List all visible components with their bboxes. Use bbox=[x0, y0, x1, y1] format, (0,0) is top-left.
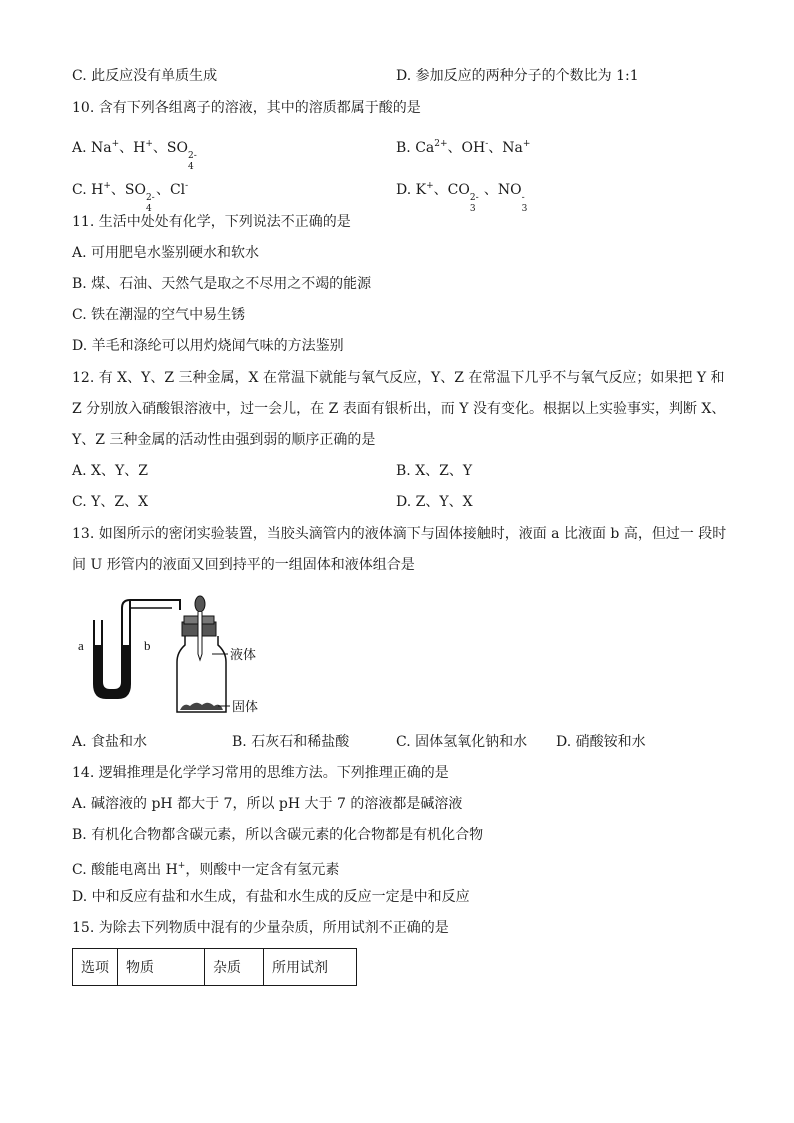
q10-option-d: D. K+、CO 2- 3 、NO - 3 bbox=[396, 181, 528, 214]
solid bbox=[180, 703, 223, 710]
dropper-bulb bbox=[195, 596, 205, 612]
q11-stem: 11. 生活中处处有化学，下列说法不正确的是 bbox=[72, 214, 351, 230]
q13-option-d: D. 硝酸铵和水 bbox=[556, 734, 646, 750]
q10-stem: 10. 含有下列各组离子的溶液，其中的溶质都属于酸的是 bbox=[72, 100, 421, 116]
q10-option-a: A. Na+、H+、SO 2- 4 bbox=[72, 139, 197, 172]
q12-option-c: C. Y、Z、X bbox=[72, 494, 149, 510]
q9-option-c: C. 此反应没有单质生成 bbox=[72, 68, 218, 84]
q12-option-d: D. Z、Y、X bbox=[396, 494, 473, 510]
q10-option-c: C. H+、SO 2- 4 、Cl- bbox=[72, 181, 189, 214]
q11-option-b: B. 煤、石油、天然气是取之不尽用之不竭的能源 bbox=[72, 276, 372, 292]
header-reagent: 所用试剂 bbox=[264, 949, 357, 986]
q11-option-a: A. 可用肥皂水鉴别硬水和软水 bbox=[72, 245, 260, 261]
q14-option-c: C. 酸能电离出 H+，则酸中一定含有氢元素 bbox=[72, 861, 340, 878]
q14-option-b: B. 有机化合物都含碳元素，所以含碳元素的化合物都是有机化合物 bbox=[72, 827, 484, 843]
q14-option-d: D. 中和反应有盐和水生成，有盐和水生成的反应一定是中和反应 bbox=[72, 889, 470, 905]
q12-stem-2: Z 分别放入硝酸银溶液中，过一会儿，在 Z 表面有银析出，而 Y 没有变化。根据以上实验事实，判断 X、 bbox=[72, 401, 726, 417]
apparatus-diagram bbox=[72, 590, 292, 720]
q15-stem: 15. 为除去下列物质中混有的少量杂质，所用试剂不正确的是 bbox=[72, 920, 449, 936]
q13-stem-1: 13. 如图所示的密闭实验装置，当胶头滴管内的液体滴下与固体接触时，液面 a 比液面 b 高，但过一 段时 bbox=[72, 526, 727, 542]
q13-option-a: A. 食盐和水 bbox=[72, 734, 148, 750]
label-liquid: 液体 bbox=[230, 648, 257, 663]
q13-stem-2: 间 U 形管内的液面又回到持平的一组固体和液体组合是 bbox=[72, 557, 415, 573]
label-a: a bbox=[78, 638, 84, 653]
q14-stem: 14. 逻辑推理是化学学习常用的思维方法。下列推理正确的是 bbox=[72, 765, 449, 781]
label-b: b bbox=[144, 638, 151, 653]
q14-option-a: A. 碱溶液的 pH 都大于 7，所以 pH 大于 7 的溶液都是碱溶液 bbox=[72, 796, 463, 812]
q11-option-d: D. 羊毛和涤纶可以用灼烧闻气味的方法鉴别 bbox=[72, 338, 344, 354]
q12-option-b: B. X、Z、Y bbox=[396, 463, 473, 479]
q12-stem-3: Y、Z 三种金属的活动性由强到弱的顺序正确的是 bbox=[72, 432, 376, 448]
q9-option-d: D. 参加反应的两种分子的个数比为 1:1 bbox=[396, 68, 639, 84]
q13-option-b: B. 石灰石和稀盐酸 bbox=[232, 734, 350, 750]
q13-option-c: C. 固体氢氧化钠和水 bbox=[396, 734, 528, 750]
q11-option-c: C. 铁在潮湿的空气中易生锈 bbox=[72, 307, 246, 323]
header-option: 选项 bbox=[73, 949, 118, 986]
q15-table bbox=[72, 948, 357, 986]
header-impurity: 杂质 bbox=[205, 949, 264, 986]
label-solid: 固体 bbox=[232, 700, 259, 715]
table-row bbox=[73, 949, 357, 986]
q10-option-b: B. $Ca^{2+}$、OH-、Na+ bbox=[396, 139, 531, 156]
q12-stem-1: 12. 有 X、Y、Z 三种金属，X 在常温下就能与氧气反应，Y、Z 在常温下几乎不与氧气反应；如果把 Y 和 bbox=[72, 370, 725, 386]
header-substance: 物质 bbox=[118, 949, 205, 986]
q12-option-a: A. X、Y、Z bbox=[72, 463, 148, 479]
